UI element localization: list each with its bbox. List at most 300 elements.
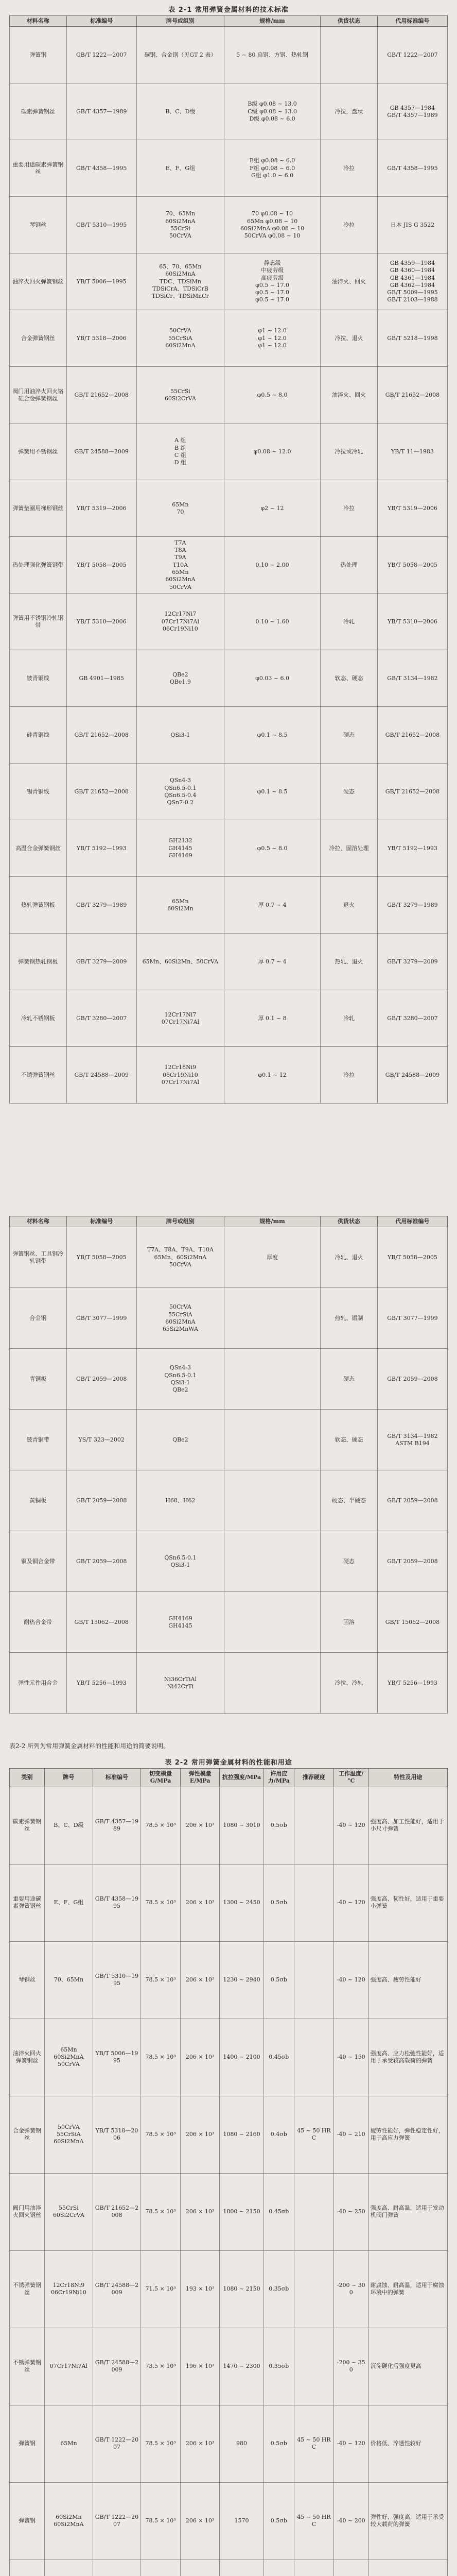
table1-continued-cell-alt: GB/T 3077—1999 [377,1288,447,1349]
table1-cell-alt: GB/T 24588—2009 [377,1047,447,1104]
table1-cell-std: GB/T 21652—2008 [66,764,136,820]
table2-cell-e: 206 × 10³ [180,2096,220,2173]
table1-cell-alt: GB/T 3280—2007 [377,990,447,1047]
table1-header-cell: 规格/mm [224,16,320,27]
table2-header-cell: 牌号 [45,1769,93,1787]
table1-continued-cell-name: 合金钢 [10,1288,67,1349]
table1-cell-spec: 厚 0.1 ~ 8 [224,990,320,1047]
table2-cell-g: 78.5 × 10³ [141,1787,181,1864]
table1-continued-cell-alt: GB/T 2059—2008 [377,1531,447,1592]
table2-cell-std: GB/T 4357—1989 [93,1787,141,1864]
table1-continued-cell-spec [224,1349,320,1410]
table1-continued-cell-spec [224,1470,320,1531]
table2-cell-grade: B、C、D级 [45,1787,93,1864]
table2-cell-cat: 油淬火回火弹簧钢丝 [10,2019,45,2096]
table1-cell-alt: GB/T 3279—1989 [377,877,447,934]
table2-cell-g: 78.5 × 10³ [141,2096,181,2173]
table2-cell-hard [294,2560,334,2576]
table1-row [10,990,448,1047]
table2-cell-tau: 0.45σb [263,2173,294,2250]
table2-cell-use: 疲劳性能好，弹性稳定性好，用于高应力弹簧 [368,2096,447,2173]
table2-cell-g [141,2560,181,2576]
table2-cell-rm: 1400 ~ 2100 [220,2019,263,2096]
table2-cell-temp: -40 ~ 120 [333,2405,368,2482]
table2-cell-use: 强度高、耐高温，适用于发动机阀门弹簧 [368,2173,447,2250]
table1-cell-supply: 冷轧 [321,594,378,650]
table2-cell-temp: -200 ~ 350 [333,2328,368,2405]
table1-continued-header-cell: 代用标准编号 [377,1216,447,1227]
table1-cell-supply: 冷拉、固溶处理 [321,820,378,877]
table1-cell-std: GB 4901—1985 [66,650,136,707]
table1-cell-supply: 冷轧 [321,990,378,1047]
table1-continued-cell-std: GB/T 2059—2008 [66,1470,136,1531]
table1-cell-alt: 日本 JIS G 3522 [377,197,447,253]
table1-continued-cell-spec [224,1288,320,1349]
table1-cell-name: 铍青铜线 [10,650,67,707]
table1-continued-cell-alt: GB/T 2059—2008 [377,1470,447,1531]
table2-caption: 表 2-2 常用弹簧金属材料的性能和用途 [165,1759,292,1767]
table1-cell-alt: YB/T 5310—2006 [377,594,447,650]
table1-cell-supply: 冷拉 [321,140,378,197]
table2-cell-std: GB/T 24588—2009 [93,2328,141,2405]
table1-cell-std: YB/T 5319—2006 [66,480,136,537]
table1-header-cell: 代用标准编号 [377,16,447,27]
table1-continued-cell-grade: QSn4-3 QSn6.5-0.1 QSi3-1 QBe2 [136,1349,224,1410]
table1-continued-cell-name: 黄铜板 [10,1470,67,1531]
table1-cell-supply: 热轧、退火 [321,934,378,990]
table1-cell-spec: 70 φ0.08 ~ 10 65Mn φ0.08 ~ 10 60Si2MnA φ0.08 ~ 10 50CrVA φ0.08 ~ 10 [224,197,320,253]
table1-continued-cell-grade: 50CrVA 55CrSiA 60Si2MnA 65Si2MnWA [136,1288,224,1349]
table1-cell-spec: 0.10 ~ 1.60 [224,594,320,650]
table1-cell-alt: GB/T 21652—2008 [377,707,447,764]
table2-cell-use [368,2560,447,2576]
table1-continued-cell-supply: 冷轧、退火 [321,1227,378,1288]
table1-cell-grade: 50CrVA 55CrSiA 60Si2MnA [136,310,224,367]
table2-cell-tau: 0.5σb [263,1941,294,2019]
table1-cell-alt: GB 4359—1984 GB 4360—1984 GB 4361—1984 GB 4362—1984 GB/T 5009—1995 GB/T 2103—1988 [377,253,447,310]
table2-row [10,1941,448,2019]
table2-header-cell: 抗拉强度/MPa [220,1769,263,1787]
table2-cell-hard [294,1941,334,2019]
table1-cell-supply: 热处理 [321,537,378,594]
table2-cell-std: GB/T 1222—2007 [93,2405,141,2482]
table1-continued-header-cell: 规格/mm [224,1216,320,1227]
table1-cell-std: GB/T 24588—2009 [66,423,136,480]
table1-cell-spec: φ0.1 ~ 12 [224,1047,320,1104]
table1-cell-name: 弹簧垫圈用梯形钢丝 [10,480,67,537]
table2-cell-use: 强度高、加工性能好，适用于小尺寸弹簧 [368,1787,447,1864]
table1-continued-cell-alt: GB/T 2059—2008 [377,1349,447,1410]
table2-row [10,2482,448,2560]
table1-cell-alt: GB 4357—1984 GB/T 4357—1989 [377,83,447,140]
table2-cell-use: 沉淀硬化后强度更高 [368,2328,447,2405]
table1-cell-std: GB/T 5310—1995 [66,197,136,253]
table1-cell-std: GB/T 24588—2009 [66,1047,136,1104]
table1-continued-cell-name: 弹簧钢丝、工具钢冷轧钢带 [10,1227,67,1288]
table1-row [10,877,448,934]
table1-continued-cell-grade: QBe2 [136,1410,224,1470]
table1-continued-cell-spec [224,1410,320,1470]
table1-continued-row [10,1531,448,1592]
table2-row [10,1787,448,1864]
table1-cell-spec: φ0.08 ~ 12.0 [224,423,320,480]
table1-row [10,253,448,310]
table1-row [10,367,448,423]
table1-cell-name: 弹簧用不锈钢丝 [10,423,67,480]
table2-header-cell: 特性及用途 [368,1769,447,1787]
table2-cell-grade: 60Si2Mn 60Si2MnA [45,2482,93,2560]
table1-cell-name: 油淬火回火弹簧钢丝 [10,253,67,310]
table2-row [10,2328,448,2405]
table1-cell-spec: 厚 0.7 ~ 4 [224,877,320,934]
table1-cell-std: GB/T 21652—2008 [66,707,136,764]
table2-properties [9,1768,448,2576]
table1-cell-spec: φ1 ~ 12.0 φ1 ~ 12.0 φ1 ~ 12.0 [224,310,320,367]
table1-continued [9,1216,448,1714]
table2-row [10,2096,448,2173]
table2-cell-hard [294,1864,334,1941]
table2-cell-e: 206 × 10³ [180,1787,220,1864]
table1-cell-std: GB/T 3280—2007 [66,990,136,1047]
table1-cell-name: 不锈弹簧钢丝 [10,1047,67,1104]
table1-continued-cell-spec [224,1531,320,1592]
table1-cell-spec: φ0.5 ~ 8.0 [224,820,320,877]
table1-continued-cell-spec: 厚度 [224,1227,320,1288]
table1-cell-grade: QBe2 QBe1.9 [136,650,224,707]
table2-cell-rm: 1080 ~ 3010 [220,1787,263,1864]
table1-continued-row [10,1410,448,1470]
table2-cell-e: 206 × 10³ [180,1864,220,1941]
table1-cell-std: YB/T 5310—2006 [66,594,136,650]
table2-cell-rm: 1800 ~ 2150 [220,2173,263,2250]
table2-row [10,2405,448,2482]
table1-continued-header-cell: 标准编号 [66,1216,136,1227]
table1-row [10,594,448,650]
table2-cell-temp: -40 ~ 200 [333,2482,368,2560]
table2-cell-grade: E、F、G组 [45,1864,93,1941]
table2-cell-temp: -40 ~ 210 [333,2096,368,2173]
table1-cell-spec: φ0.5 ~ 8.0 [224,367,320,423]
table2-header-cell: 工作温度/°C [333,1769,368,1787]
table1-continued-cell-alt: YB/T 5058—2005 [377,1227,447,1288]
table2-cell-hard [294,2019,334,2096]
table1-row [10,423,448,480]
table1-header-row [10,16,448,27]
table1-continued-cell-supply: 硬态 [321,1349,378,1410]
table2-cell-cat: 碳素弹簧钢丝 [10,1787,45,1864]
table2-cell-cat: 阀门用油淬火回火钢丝 [10,2173,45,2250]
table1-continued-cell-std: GB/T 2059—2008 [66,1349,136,1410]
table1-cell-alt: GB/T 4358—1995 [377,140,447,197]
table1-continued-cell-supply: 硬态 [321,1531,378,1592]
table1-cell-spec: φ0.1 ~ 8.5 [224,707,320,764]
table2-cell-e: 206 × 10³ [180,2405,220,2482]
table1-cell-name: 弹簧用不锈钢冷轧钢带 [10,594,67,650]
table1-header-cell: 材料名称 [10,16,67,27]
table1-cell-name: 碳素弹簧钢丝 [10,83,67,140]
table2-row [10,2173,448,2250]
table1-continued-row [10,1288,448,1349]
table2-cell-grade: 50CrVA 55CrSiA 60Si2MnA [45,2096,93,2173]
table1-row [10,764,448,820]
table1-row [10,650,448,707]
table2-cell-g: 73.5 × 10³ [141,2328,181,2405]
table1-continued-cell-supply: 硬态、半硬态 [321,1470,378,1531]
table2-cell-rm [220,2560,263,2576]
table2-cell-e: 206 × 10³ [180,2173,220,2250]
table1-cell-grade: T7A T8A T9A T10A 65Mn 60Si2MnA 50CrVA [136,537,224,594]
table2-cell-use: 耐腐蚀、耐高温，适用于腐蚀环境中的弹簧 [368,2250,447,2328]
table1-cell-name: 阀门用油淬火回火铬硅合金弹簧钢丝 [10,367,67,423]
table1-cell-spec: φ2 ~ 12 [224,480,320,537]
table1-cell-name: 硅青铜线 [10,707,67,764]
table1-cell-grade: GH2132 GH4145 GH4169 [136,820,224,877]
table2-cell-e: 206 × 10³ [180,2019,220,2096]
table1-cell-alt: YB/T 5058—2005 [377,537,447,594]
table2-cell-e: 196 × 10³ [180,2328,220,2405]
table1-cell-grade: QSi3-1 [136,707,224,764]
table2-cell-tau: 0.5σb [263,1864,294,1941]
table1-continued-cell-supply: 热轧、锻制 [321,1288,378,1349]
table2-cell-g: 78.5 × 10³ [141,1941,181,2019]
table2-header-cell: 弹性模量 E/MPa [180,1769,220,1787]
table1-row [10,537,448,594]
table1-row [10,1047,448,1104]
table1-header-cell: 标准编号 [66,16,136,27]
table1-cell-spec: φ0.1 ~ 8.5 [224,764,320,820]
table1-cell-grade: 55CrSi 60Si2CrVA [136,367,224,423]
table1-cell-std: GB/T 21652—2008 [66,367,136,423]
table1-cell-alt: GB/T 21652—2008 [377,764,447,820]
table1-cell-alt: GB/T 3134—1982 [377,650,447,707]
table2-cell-std: GB/T 24588—2009 [93,2250,141,2328]
table1-standards [9,15,448,1104]
table2-cell-cat: 弹簧钢 [10,2405,45,2482]
table2-cell-rm: 1080 ~ 2160 [220,2096,263,2173]
table1-row [10,27,448,83]
table1-continued-cell-supply: 冷拉、冷轧 [321,1653,378,1714]
table2-cell-hard: 45 ~ 50 HRC [294,2096,334,2173]
table2-cell-cat: 弹簧钢 [10,2482,45,2560]
table2-cell-std: YB/T 5006—1995 [93,2019,141,2096]
table1-row [10,197,448,253]
table1-cell-alt: YB/T 5319—2006 [377,480,447,537]
table2-cell-g: 78.5 × 10³ [141,2482,181,2560]
table2-cell-g: 78.5 × 10³ [141,1864,181,1941]
table1-row [10,310,448,367]
table2-cell-temp: -40 ~ 120 [333,1864,368,1941]
table2-header-cell: 类别 [10,1769,45,1787]
table2-cell-cat: 不锈弹簧钢丝 [10,2328,45,2405]
table1-row [10,820,448,877]
table1-caption: 表 2-1 常用弹簧金属材料的技术标准 [168,6,289,14]
table1-cell-grade: 65Mn 60Si2Mn [136,877,224,934]
table1-cell-name: 琴钢丝 [10,197,67,253]
table1-cell-std: GB/T 3279—1989 [66,877,136,934]
table2-cell-g: 78.5 × 10³ [141,2173,181,2250]
table1-cell-grade: 65Mn 70 [136,480,224,537]
table2-cell-e [180,2560,220,2576]
table2-row [10,2560,448,2576]
table1-continued-header-cell: 牌号或组别 [136,1216,224,1227]
table1-cell-alt: GB/T 1222—2007 [377,27,447,83]
table1-continued-cell-name: 铍青铜带 [10,1410,67,1470]
table1-cell-alt: YB/T 5192—1993 [377,820,447,877]
table1-cell-name: 热轧弹簧钢板 [10,877,67,934]
table1-continued-cell-supply: 软态、硬态 [321,1410,378,1470]
table2-cell-rm: 1300 ~ 2450 [220,1864,263,1941]
table2-cell-std: GB/T 4358—1995 [93,1864,141,1941]
table1-cell-name: 弹簧钢 [10,27,67,83]
table1-cell-grade: B、C、D级 [136,83,224,140]
table2-cell-rm: 1470 ~ 2300 [220,2328,263,2405]
table1-row [10,934,448,990]
table2-cell-std: GB/T 1222—2007 [93,2482,141,2560]
table1-cell-spec: 静态级 中疲劳级 高疲劳级 φ0.5 ~ 17.0 φ0.5 ~ 17.0 φ0.5 ~ 17.0 [224,253,320,310]
table2-cell-std: GB/T 5310—1995 [93,1941,141,2019]
table2-cell-rm: 1230 ~ 2940 [220,1941,263,2019]
table2-header-cell: 标准编号 [93,1769,141,1787]
table1-continued-header-cell: 供货状态 [321,1216,378,1227]
table1-cell-alt: GB/T 5218—1998 [377,310,447,367]
table1-cell-supply: 油淬火、回火 [321,253,378,310]
table1-continued-row [10,1592,448,1653]
table1-cell-std: YB/T 5058—2005 [66,537,136,594]
table2-cell-std: GB/T 21652—2008 [93,2173,141,2250]
table1-cell-grade: 65、70、65Mn 60Si2MnA TDC、TDSiMn TDSiCrA、TDSiCrB TDSiCr、TDSiMnCr [136,253,224,310]
table2-cell-e: 206 × 10³ [180,2482,220,2560]
table2-cell-tau: 0.5σb [263,2405,294,2482]
table2-cell-g: 78.5 × 10³ [141,2405,181,2482]
table2-header-cell: 许用应力/MPa [263,1769,294,1787]
table1-cell-grade: 12Cr17Ni7 07Cr17Ni7Al [136,990,224,1047]
table1-continued-cell-grade: Ni36CrTiAl Ni42CrTi [136,1653,224,1714]
table2-cell-rm: 1570 [220,2482,263,2560]
table1-cell-supply: 冷拉或冷轧 [321,423,378,480]
table2-cell-temp: -40 ~ 250 [333,2173,368,2250]
table1-cell-name: 弹簧钢热轧钢板 [10,934,67,990]
table2-cell-tau: 0.35σb [263,2328,294,2405]
table2-cell-g: 71.5 × 10³ [141,2250,181,2328]
table1-cell-spec: 5 ~ 80 扁钢、方钢、热轧钢 [224,27,320,83]
table1-cell-grade: 65Mn、60Si2Mn、50CrVA [136,934,224,990]
table1-cell-supply: 油淬火、回火 [321,367,378,423]
table1-row [10,480,448,537]
table2-cell-cat: 重要用途碳素弹簧钢丝 [10,1864,45,1941]
table2-cell-use: 强度高、韧性好，适用于重要小弹簧 [368,1864,447,1941]
table1-cell-alt: YB/T 11—1983 [377,423,447,480]
table2-cell-temp [333,2560,368,2576]
table1-row [10,83,448,140]
table1-continued-cell-std: GB/T 3077—1999 [66,1288,136,1349]
table1-row [10,707,448,764]
table1-cell-name: 锡青铜线 [10,764,67,820]
table2-cell-tau: 0.5σb [263,1787,294,1864]
table1-cell-grade: 12Cr18Ni9 06Cr19Ni10 07Cr17Ni7Al [136,1047,224,1104]
table1-continued-cell-spec [224,1592,320,1653]
table1-cell-spec: φ0.03 ~ 6.0 [224,650,320,707]
table2-cell-tau [263,2560,294,2576]
table2-cell-temp: -40 ~ 150 [333,2019,368,2096]
table1-header-cell: 牌号或组别 [136,16,224,27]
table1-continued-row [10,1470,448,1531]
table1-cell-name: 高温合金弹簧钢丝 [10,820,67,877]
table2-cell-tau: 0.4σb [263,2096,294,2173]
table1-continued-cell-supply: 固溶 [321,1592,378,1653]
table1-continued-cell-spec [224,1653,320,1714]
table1-continued-cell-std: YB/T 5256—1993 [66,1653,136,1714]
table1-continued-cell-std: GB/T 2059—2008 [66,1531,136,1592]
table2-cell-temp: -40 ~ 120 [333,1941,368,2019]
table2-cell-use: 价格低、淬透性较好 [368,2405,447,2482]
table2-header-row [10,1769,448,1787]
table2-cell-use: 强度高、疲劳性能好 [368,1941,447,2019]
table2-header-cell: 推荐硬度 [294,1769,334,1787]
table1-cell-alt: GB/T 21652—2008 [377,367,447,423]
table1-cell-name: 冷轧不锈钢板 [10,990,67,1047]
table1-continued-cell-grade: GH4169 GH4145 [136,1592,224,1653]
table1-continued-row [10,1349,448,1410]
table2-cell-cat: 合金弹簧钢丝 [10,2096,45,2173]
table2-cell-grade: 55CrSi 60Si2CrVA [45,2173,93,2250]
table2-cell-hard [294,2250,334,2328]
table1-cell-supply: 软态、硬态 [321,650,378,707]
table1-cell-std: YB/T 5006—1995 [66,253,136,310]
table1-continued-header-cell: 材料名称 [10,1216,67,1227]
table2-cell-hard [294,2173,334,2250]
table1-continued-cell-alt: GB/T 3134—1982 ASTM B194 [377,1410,447,1470]
table1-cell-grade: A 组 B 组 C 组 D 组 [136,423,224,480]
table2-cell-temp: -200 ~ 300 [333,2250,368,2328]
table2-cell-e: 206 × 10³ [180,1941,220,2019]
table2-cell-tau: 0.45σb [263,2019,294,2096]
table2-cell-tau: 0.35σb [263,2250,294,2328]
table1-continued-cell-std: GB/T 15062—2008 [66,1592,136,1653]
table1-continued-cell-name: 弹性元件用合金 [10,1653,67,1714]
table1-cell-supply: 冷拉 [321,480,378,537]
table2-cell-rm: 980 [220,2405,263,2482]
table2-cell-e: 193 × 10³ [180,2250,220,2328]
table1-continued-cell-alt: GB/T 15062—2008 [377,1592,447,1653]
table2-row [10,2250,448,2328]
table1-cell-supply: 冷拉，盘状 [321,83,378,140]
table1-cell-alt: GB/T 3279—2009 [377,934,447,990]
table1-cell-name: 合金弹簧钢丝 [10,310,67,367]
table1-cell-name: 重要用途碳素弹簧钢丝 [10,140,67,197]
intro-text: 表2-2 所列为常用弹簧金属材料的性能和用途的简要说明。 [9,1742,170,1750]
table2-cell-grade: 65Mn [45,2405,93,2482]
table2-cell-hard: 45 ~ 50 HRC [294,2482,334,2560]
table1-header-cell: 供货状态 [321,16,378,27]
table1-continued-row [10,1227,448,1288]
table2-row [10,2019,448,2096]
table2-cell-grade [45,2560,93,2576]
table2-cell-g: 78.5 × 10³ [141,2019,181,2096]
table2-cell-hard [294,1787,334,1864]
table2-cell-cat [10,2560,45,2576]
table2-cell-cat: 琴钢丝 [10,1941,45,2019]
table1-continued-cell-grade: H68、H62 [136,1470,224,1531]
table2-cell-std: YB/T 5318—2006 [93,2096,141,2173]
table2-cell-cat: 不锈弹簧钢丝 [10,2250,45,2328]
table1-cell-supply: 冷拉 [321,197,378,253]
table2-cell-tau: 0.5σb [263,2482,294,2560]
table1-cell-std: YB/T 5192—1993 [66,820,136,877]
table2-cell-hard: 45 ~ 50 HRC [294,2405,334,2482]
table2-cell-grade: 07Cr17Ni7Al [45,2328,93,2405]
table1-cell-supply: 硬态 [321,764,378,820]
table1-cell-grade: 碳钢、合金钢（见GT 2 表） [136,27,224,83]
